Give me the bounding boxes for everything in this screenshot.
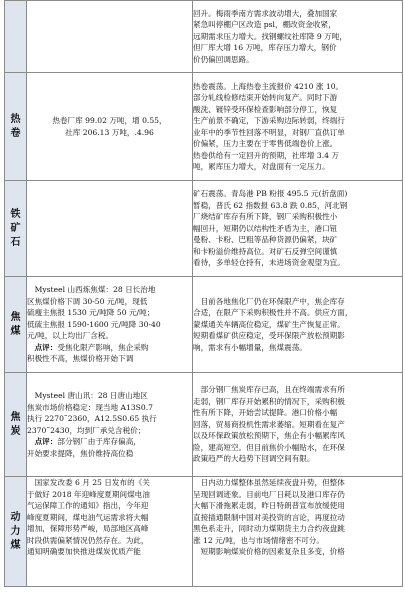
analysis-line: 矿石震荡。青岛港 PB 粉报 495.5 元(折盘面) (193, 189, 348, 199)
category-char: 热 (10, 113, 21, 125)
news-line: 气运保障工作的通知》指出，今年迎 (27, 501, 149, 510)
news-line: 峰度夏期间，煤电油气运需求将大幅 (27, 512, 149, 522)
analysis-line: 蒙煤通关车辆高位稳定，煤矿生产恢复正常。 (193, 319, 345, 329)
commodity-commentary-table (4, 0, 403, 587)
analysis-line: 走弱，钢厂库存开始累积的情况下，采购积极 (193, 396, 345, 406)
news-line: 硫瘦主焦报 1530 元/吨降 50 元/吨； (27, 308, 155, 318)
analysis-line: 酸洗、镀锌受环保检查影响部分停工，恢复 (193, 104, 338, 114)
table-row (5, 1, 403, 73)
category-char: 动 (10, 511, 21, 523)
analysis-line: 合适，在限产下采购积极性并不高。供应方面， (193, 308, 353, 318)
analysis-line: 紧急叫停棚户区改造 psl，棚改资金收紧， (193, 20, 336, 30)
analysis-line: 但厂库大增 16 万吨，库存压力增大，钢价 (193, 43, 337, 53)
analysis-line: 暂稳，普氏 62 指数报 63.8 跌 0.85，河北钢 (193, 200, 348, 210)
news-line: 通知明确要加快推进煤炭优质产能 (27, 547, 141, 556)
analysis-cell (193, 181, 403, 277)
category-char: 力 (10, 525, 21, 537)
category-char: 焦 (10, 311, 21, 323)
analysis-line: 价仍偏回调思路。 (193, 54, 254, 64)
analysis-line: 幅回升，短期仍以结构性矛盾为主，港口钮 (193, 223, 338, 233)
news-line: 区焦煤价格下调 30-50 元/吨，现低 (27, 296, 148, 306)
table-row (5, 73, 403, 181)
news-line: 开始要求提降，焦价维持高位稳 (27, 448, 134, 458)
market-news-cell (27, 1, 193, 73)
analysis-line: 回落，贸易商投机性需求萎缩。短期看在复产 (193, 419, 345, 429)
news-line: 点评：部分钢厂由于库存偏高， (34, 437, 141, 446)
news-line: 执行 2270˜2360，A12.5S0.65 执行 (27, 414, 157, 423)
news-line: Mysteel 唐山讯：28 日唐山地区 (34, 391, 148, 400)
analysis-line: 性有所下降，开始尝试提降。港口价格小幅 (193, 408, 338, 418)
category-cell (5, 73, 27, 181)
analysis-line: 险，建高短空。但目前焦价小幅贴水，在环保 (193, 442, 345, 452)
news-line: 增加，保障形势严峻，局部地区高峰 (27, 524, 149, 533)
category-cell (5, 277, 27, 373)
news-line: 时段供需偏紧情况仍然存在。为此， (27, 535, 149, 545)
news-line: 点评：受焦化限产影响，焦企采购 (34, 342, 149, 352)
analysis-line: 回升。梅雨季南方需求波动增大，叠加国家 (193, 8, 338, 18)
analysis-line: 响，需求有小幅增量，焦煤震荡。 (193, 342, 307, 352)
category-label (5, 113, 26, 141)
analysis-line: 以及环保政策放松预期下，焦企有小幅累库风 (193, 431, 345, 441)
market-news-cell (27, 73, 193, 181)
news-line: 国家发改委 6 月 25 日发布的《关 (34, 478, 150, 487)
category-cell (5, 373, 27, 477)
category-char: 矿 (10, 222, 21, 234)
analysis-line: 目前各地焦化厂仍在环保限产中，焦企库存 (200, 296, 345, 306)
category-char: 铁 (10, 208, 21, 220)
category-char: 焦 (10, 411, 21, 423)
news-line: 社库 206.13 万吨，.4.96 (65, 127, 154, 137)
analysis-line: 部分轧线检修结束开始转向复产。同时下游 (193, 93, 338, 102)
analysis-line: 看待，多单轻仓持有，未进场资金观望为宜。 (193, 258, 345, 268)
market-news-cell (27, 373, 193, 477)
analysis-line: 和卡粉溢价维持高位。对矿石反弹空间谨慎 (193, 246, 338, 256)
market-news-cell (27, 277, 193, 373)
analysis-line: 热卷供给有一定回升的预期，社库增 3.4 万 (193, 150, 339, 160)
analysis-line: 吨，累库压力增大，对盘面有一定压力。 (193, 162, 330, 171)
news-line: 低硫主焦报 1590-1600 元/吨降 30-40 (27, 319, 161, 329)
news-line: 于做好 2018 年迎峰度夏期间煤电油 (27, 489, 150, 499)
category-label (5, 208, 26, 250)
analysis-line: 大幅下滑拖累走弱，昨日特朗普宣布放缓使用 (193, 501, 345, 510)
category-label (5, 511, 26, 553)
analysis-line: 曼粉、卡粉、巴粗等品种货源仍偏紧，块矿 (193, 235, 338, 245)
news-line: 热卷厂库 99.02 万吨，增 0.55， (52, 116, 167, 125)
table-row (5, 373, 403, 477)
news-line: 元/吨，以上均出厂含税。 (27, 331, 114, 341)
analysis-line: 热卷震荡。上海热卷主流报价 4210 涨 10。 (193, 81, 344, 91)
category-char: 煤 (10, 325, 21, 337)
category-label (5, 411, 26, 439)
category-cell (5, 181, 27, 277)
analysis-line: 涨 12 元/吨，也与市场情绪密不可分。 (193, 535, 324, 545)
category-label (5, 311, 26, 339)
category-char: 煤 (10, 539, 21, 551)
market-news-cell (27, 477, 193, 587)
table-row (5, 181, 403, 277)
category-cell (5, 1, 27, 73)
analysis-line: 业年中的季节性回落不明显，对钢厂直供订单 (193, 127, 345, 137)
category-char: 卷 (10, 127, 21, 139)
analysis-line: 政策趋严的大趋势下回调空间有限。 (193, 454, 315, 464)
analysis-cell (193, 1, 403, 73)
analysis-line: 部分钢厂焦炭库存已高，且在终端需求有所 (200, 385, 345, 395)
news-line: Mysteel 山西炼焦煤：28 日长治地 (34, 285, 156, 295)
analysis-line: 短期看煤矿供应稳定，受环保限产放松预期影 (193, 331, 345, 341)
analysis-cell (193, 373, 403, 477)
category-char: 炭 (10, 425, 21, 437)
analysis-line: 厂烧结矿库存有所下降，钢厂采购积极性小 (193, 212, 338, 222)
analysis-line: 远期需求压力增大。找钢螺纹社库降 9 万吨， (193, 31, 347, 41)
market-news-cell (27, 181, 193, 277)
table-row (5, 277, 403, 373)
analysis-line: 短期影响煤炭价格的因素复杂且多变，价格 (200, 547, 345, 556)
news-line: 积极性不高，焦煤价格开始下调 (27, 354, 134, 364)
analysis-line: 直接插通限制中国对美投资的言论，再度拉动 (193, 512, 345, 522)
analysis-line: 呈现回调迹象。目前电厂日耗以及港口库存仍 (193, 489, 345, 499)
analysis-cell (193, 477, 403, 587)
table-row (5, 477, 403, 587)
analysis-line: 价偏紧，压力主要在于零售低端卷价上涨。 (193, 139, 338, 148)
category-cell (5, 477, 27, 587)
news-line: 2370˜2430，均到厂承兑含税价； (27, 425, 146, 435)
analysis-line: 生产前景不确定，下游采购边际转弱，终端行 (193, 116, 345, 125)
analysis-cell (193, 277, 403, 373)
analysis-line: 日内动力煤整体虽然延续夜盘升势，但整体 (200, 478, 345, 487)
analysis-cell (193, 73, 403, 181)
analysis-line: 黑色系走升，同时动力煤期货主力合约夜盘跳 (193, 524, 345, 533)
news-line: 焦炭市场价格稳定：现当地 A13S0.7 (27, 402, 153, 412)
category-char: 石 (10, 236, 21, 248)
